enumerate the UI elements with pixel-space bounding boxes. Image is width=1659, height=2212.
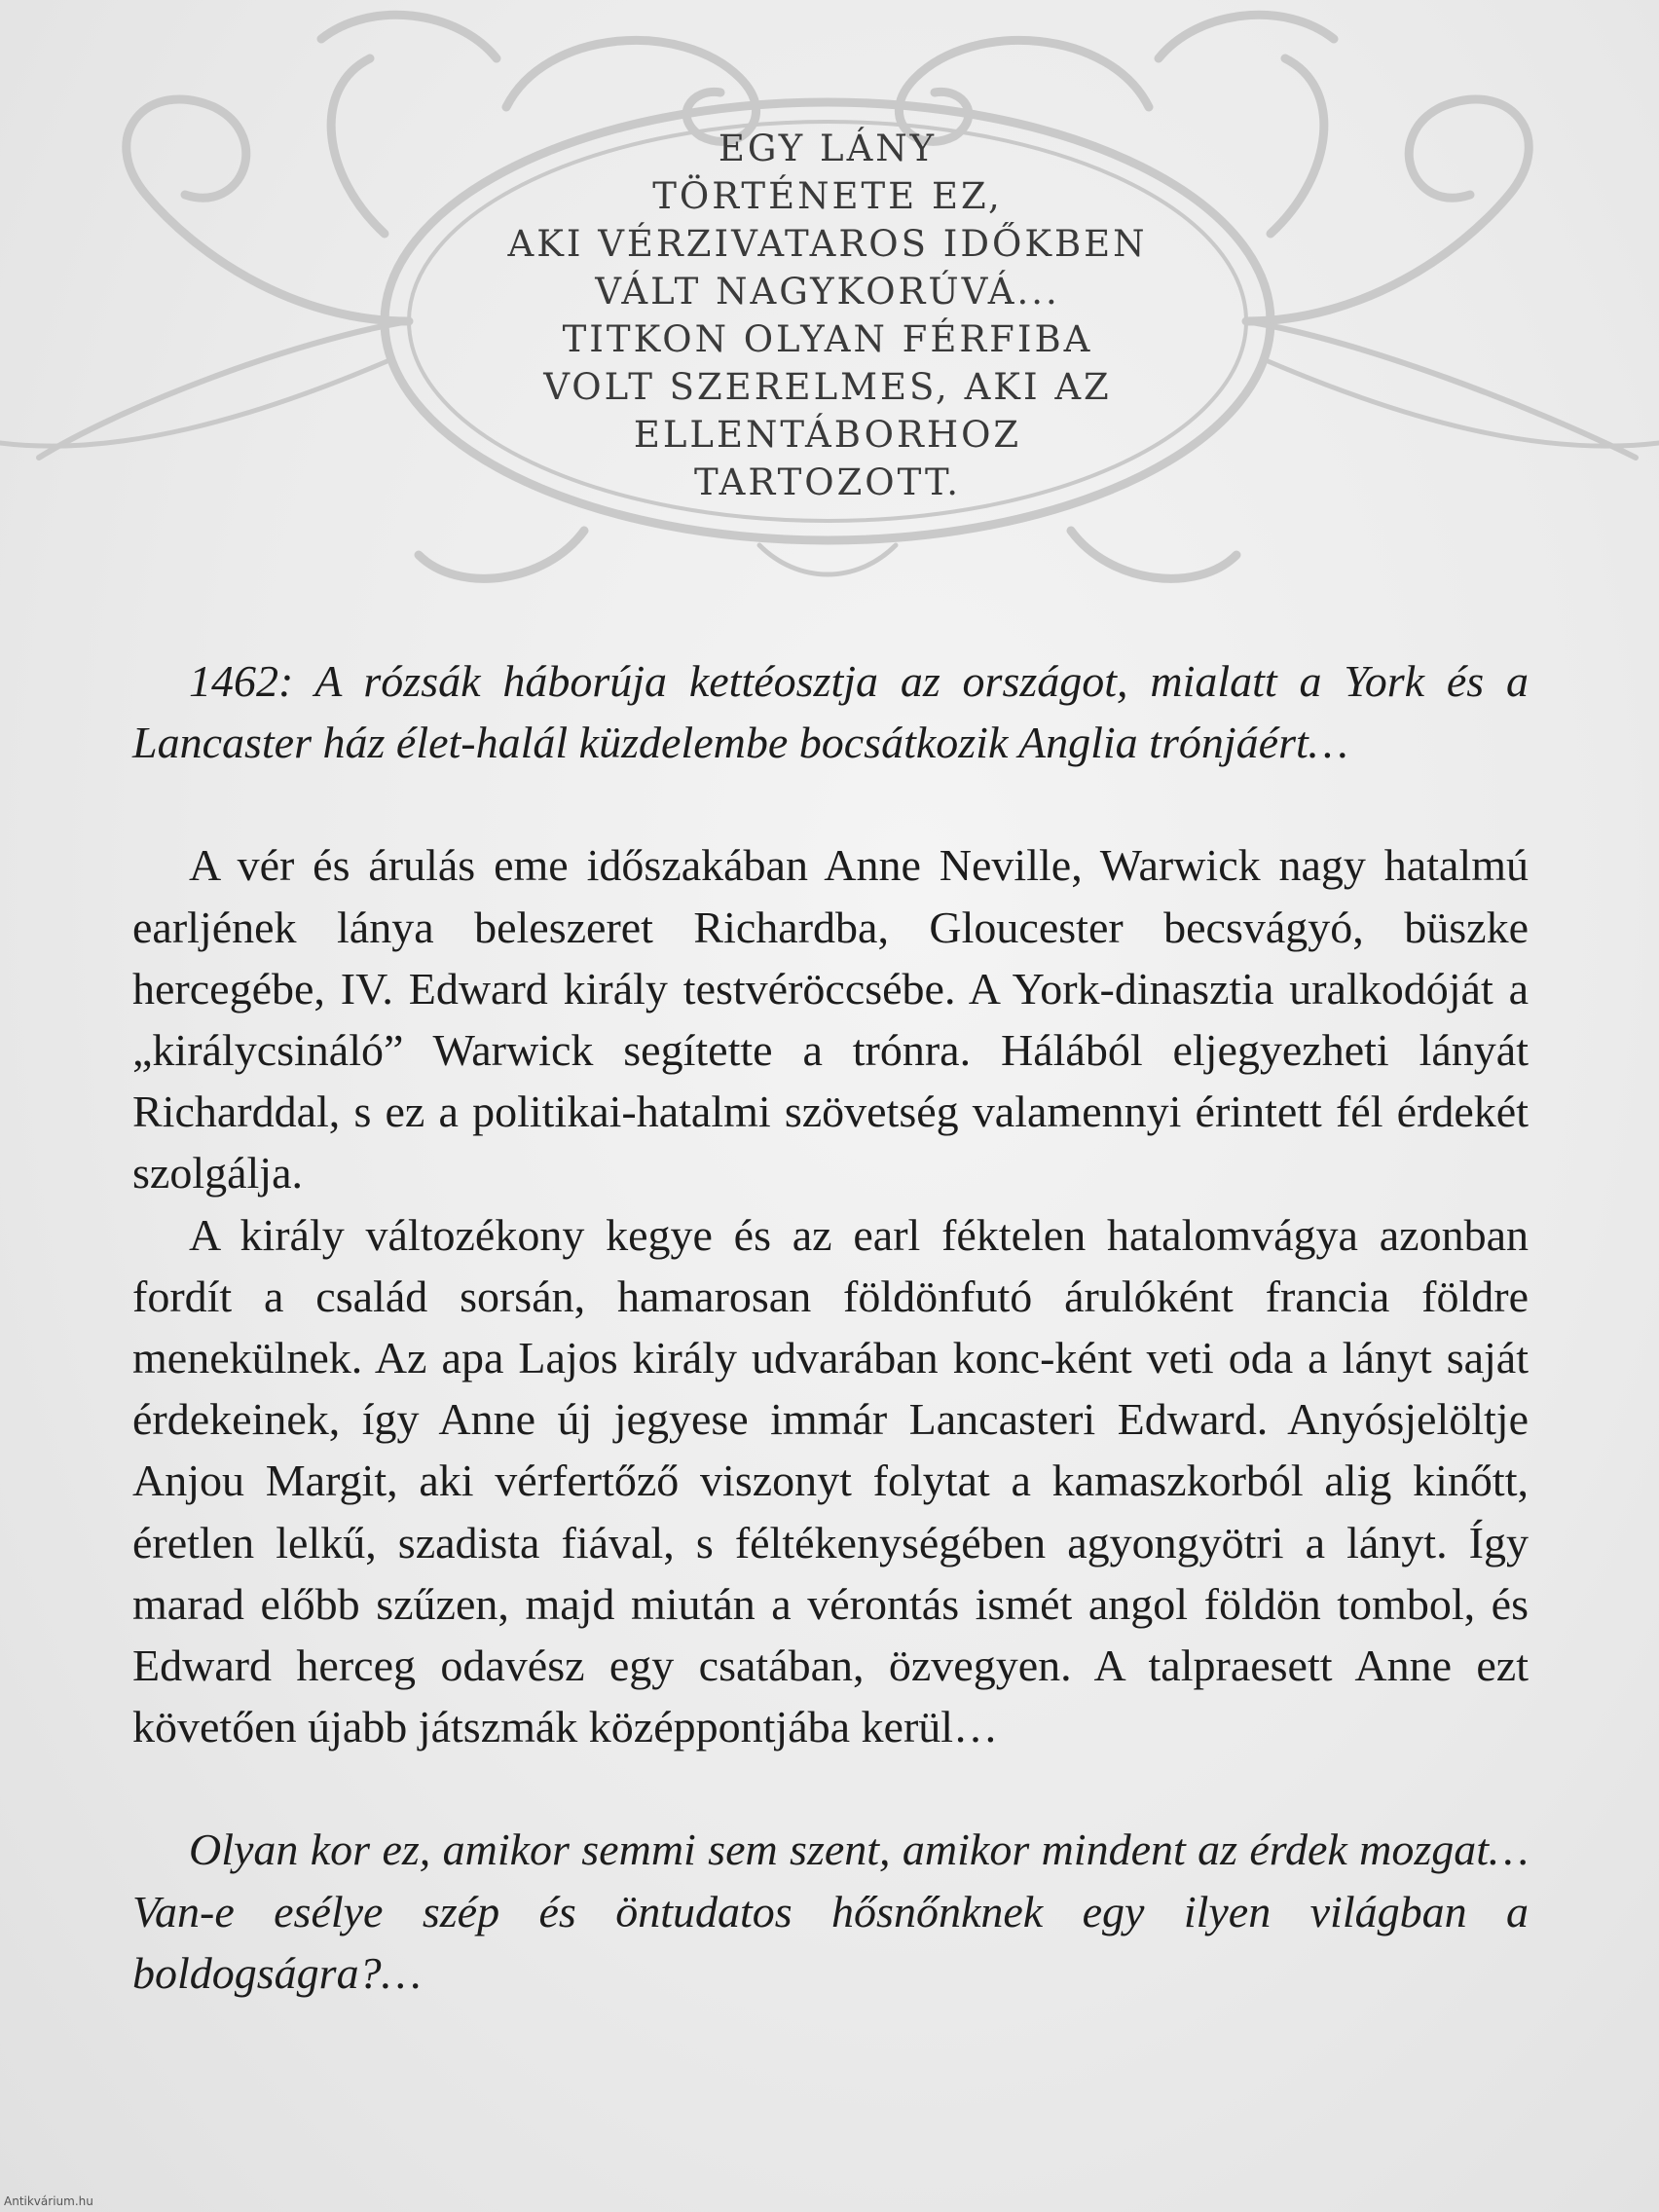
story-paragraph-1: A vér és árulás eme időszakában Anne Neville, Warwick nagy hatalmú earljének lánya beleszeret Richardba, Gloucester becsvágyó, büszke hercegébe, IV. Edward király testvéröccsébe. A York-dinasztia uralkodóját a „királycsináló” Warwick segítette a trónra. Hálából eljegyezheti lányát Richarddal, s ez a politikai-hatalmi szövetség valamennyi érintett fél érdekét szolgálja. bbox=[132, 840, 1529, 1198]
emblem-line: AKI VÉRZIVATAROS IDŐKBEN bbox=[507, 223, 1148, 265]
emblem-line: EGY LÁNY bbox=[718, 128, 938, 169]
story-paragraph-2: A király változékony kegye és az earl féktelen hatalomvágya azonban fordít a család sorsán, hamarosan földönfutó árulóként francia földre menekülnek. Az apa Lajos király udvarában konc-ként veti oda a lányt saját érdekeinek, így Anne új jegyese immár Lancasteri Edward. Anyósjelöltje Anjou Margit, aki vérfertőző viszonyt folytat a kamaszkorból alig kinőtt, éretlen lelkű, szadista fiával, s féltékenységében agyongyötri a lányt. Így marad előbb szűzen, majd miután a vérontás ismét angol földön tombol, és Edward herceg odavész egy csatában, özvegyen. A talpraesett Anne ezt követően újabb játszmák középpontjába kerül… bbox=[132, 1209, 1529, 1752]
emblem-line: ELLENTÁBORHOZ bbox=[633, 414, 1022, 456]
emblem-line: TÖRTÉNETE EZ, bbox=[652, 175, 1003, 217]
intro-paragraph: 1462: A rózsák háborúja kettéosztja az országot, mialatt a York és a Lancaster ház élet-halál küzdelembe bocsátkozik Anglia trónjáért… bbox=[132, 656, 1529, 768]
emblem-line: TITKON OLYAN FÉRFIBA bbox=[562, 318, 1093, 360]
paragraph-spacer bbox=[132, 1757, 1529, 1819]
emblem-line: TARTOZOTT. bbox=[693, 461, 961, 503]
blurb-text bbox=[132, 650, 1529, 2004]
emblem-line: VÁLT NAGYKORÚVÁ... bbox=[595, 271, 1060, 313]
source-watermark: Antikvárium.hu bbox=[4, 2194, 93, 2208]
emblem-tagline bbox=[419, 125, 1236, 506]
closing-paragraph: Olyan kor ez, amikor semmi sem szent, amikor mindent az érdek mozgat… Van-e esélye szép és öntudatos hősnőnknek egy ilyen világban a boldogságra?… bbox=[132, 1825, 1529, 1998]
paragraph-spacer bbox=[132, 773, 1529, 834]
emblem-line: VOLT SZERELMES, AKI AZ bbox=[543, 366, 1112, 408]
